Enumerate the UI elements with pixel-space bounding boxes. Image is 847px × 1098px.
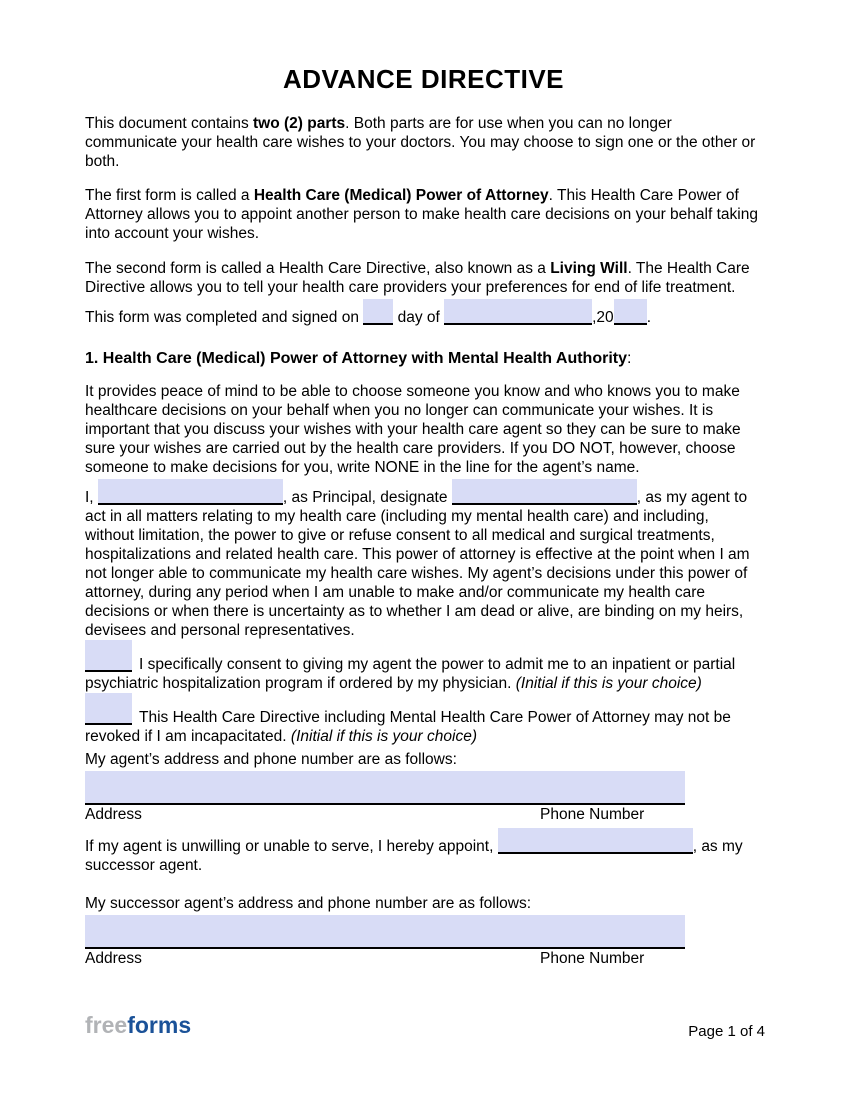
- agent-address-labels: [85, 805, 762, 824]
- section1-heading-text: 1. Health Care (Medical) Power of Attorney with Mental Health Authority: [85, 350, 627, 367]
- no-revoke-initials-field[interactable]: [85, 693, 132, 725]
- intro-p1-text: This document contains: [85, 115, 254, 132]
- signing-day-field[interactable]: [363, 299, 393, 325]
- successor-address-intro: My successor agent’s address and phone number are as follows:: [85, 895, 532, 912]
- intro-p1-text-2: . Both parts are for use when you can no longer communicate your health care wishes to your doctors. You may choose to sign one or the other or both.: [85, 115, 756, 170]
- designation-text-1: I,: [85, 489, 98, 506]
- document-content: [0, 64, 847, 968]
- inpatient-initials-field[interactable]: [85, 640, 132, 672]
- freeforms-logo: [85, 1012, 191, 1038]
- successor-name-field[interactable]: [498, 828, 693, 854]
- intro-paragraph-2: [85, 186, 762, 243]
- no-revoke-italic: (Initial if this is your choice): [290, 728, 477, 745]
- intro-paragraph-3: [85, 259, 762, 297]
- intro-p2-bold: Health Care (Medical) Power of Attorney: [253, 187, 549, 204]
- agent-address-phone-field[interactable]: [85, 771, 685, 805]
- document-title: ADVANCE DIRECTIVE: [282, 64, 565, 94]
- agent-name-field[interactable]: [452, 479, 637, 505]
- no-revoke-text: This Health Care Directive including Mental Health Care Power of Attorney may not be revoked if I am incapacitated.: [85, 709, 731, 745]
- successor-address-labels: [85, 949, 762, 968]
- logo-free-text: free: [85, 1012, 128, 1038]
- successor-address-phone-field[interactable]: [85, 915, 685, 949]
- successor-text-2: , as my successor agent.: [85, 838, 743, 874]
- intro-p3-text: The second form is called a Health Care Directive, also known as a: [85, 260, 551, 277]
- successor-text-1: If my agent is unwilling or unable to serve, I hereby appoint,: [85, 838, 498, 855]
- intro-p3-text-2: . The Health Care Directive allows you to tell your health care providers your preferences for end of life treatment.: [85, 260, 750, 296]
- principal-name-field[interactable]: [98, 479, 283, 505]
- signing-text-2: day of: [393, 309, 445, 326]
- phone-number-label: Phone Number: [540, 806, 645, 823]
- successor-phone-number-label: Phone Number: [540, 950, 645, 967]
- consent-inpatient-text: I specifically consent to giving my agent the power to admit me to an inpatient or partial psychiatric hospitalization program if ordered by my physician.: [85, 656, 736, 692]
- intro-p3-bold: Living Will: [550, 260, 628, 277]
- section1-heading: [85, 349, 762, 368]
- no-revoke-paragraph: [85, 693, 762, 746]
- intro-paragraph-1: [85, 114, 762, 171]
- agent-address-intro: My agent’s address and phone number are as follows:: [85, 751, 457, 768]
- successor-address-label: Address: [85, 950, 142, 967]
- designation-text-2: , as Principal, designate: [282, 489, 452, 506]
- consent-inpatient-paragraph: [85, 640, 762, 693]
- address-label: Address: [85, 806, 142, 823]
- intro-p2-text: The first form is called a: [85, 187, 254, 204]
- section1-heading-colon: :: [627, 350, 632, 367]
- intro-p1-bold: two (2) parts: [253, 115, 346, 132]
- consent-inpatient-italic: (Initial if this is your choice): [515, 675, 702, 692]
- designation-text-3: , as my agent to act in all matters relating to my health care (including my mental health care) and including, without limitation, the power to give or refuse consent to all medical and surgical treatments, hospitalizations and related health care. This power of attorney is effective at the point when I am not longer able to communicate my health care wishes. My agent’s decisions under this power of attorney, during any period when I am unable to make and/or communicate my health care decisions or when there is uncertainty as to whether I am dead or alive, are binding on my heirs, devisees and personal representatives.: [85, 489, 750, 639]
- signing-text-4: .: [646, 309, 651, 326]
- intro-p2-text-2: . This Health Care Power of Attorney allows you to appoint another person to make health care decisions on your behalf taking into account your wishes.: [85, 187, 758, 242]
- signing-date-line: [85, 299, 762, 327]
- successor-appointment-paragraph: [85, 828, 762, 875]
- designation-paragraph: [85, 479, 762, 640]
- logo-forms-text: forms: [127, 1012, 192, 1038]
- signing-text-3: ,20: [592, 309, 614, 326]
- signing-month-field[interactable]: [444, 299, 592, 325]
- section1-intro-paragraph: It provides peace of mind to be able to choose someone you know and who knows you to make healthcare decisions on your behalf when you no longer can communicate your wishes. It is important that you discuss your wishes with your health care agent so they can be sure to make sure your wishes are carried out by the health care providers. If you DO NOT, however, choose someone to make decisions for you, write NONE in the line for the agent’s name.: [85, 383, 741, 476]
- signing-year-field[interactable]: [614, 299, 647, 325]
- page-number: Page 1 of 4: [688, 1023, 765, 1040]
- signing-text-1: This form was completed and signed on: [85, 309, 364, 326]
